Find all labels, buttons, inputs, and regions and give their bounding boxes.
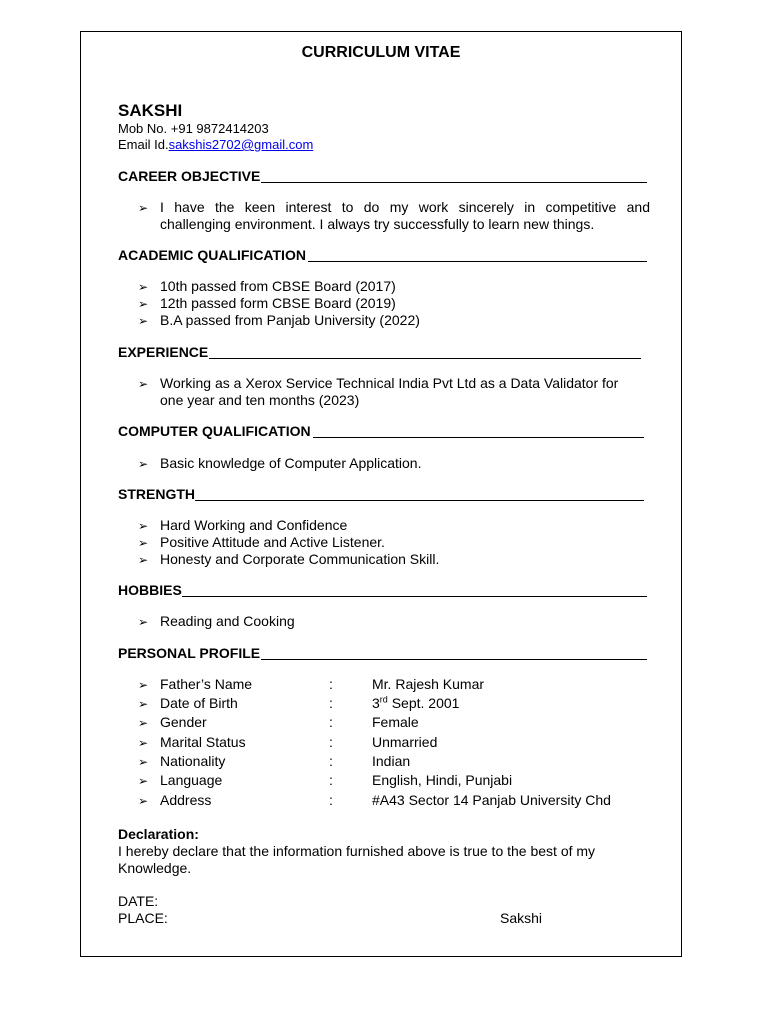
profile-label-fathers-name: Father’s Name [160,676,253,692]
profile-value-fathers-name: Mr. Rajesh Kumar [372,676,485,692]
heading-rule [209,358,641,359]
experience-line-2: one year and ten months (2023) [160,392,360,408]
experience-line-1: Working as a Xerox Service Technical India Pvt Ltd as a Data Validator for [160,375,619,391]
profile-colon: : [329,792,333,808]
heading-rule [195,500,644,501]
profile-value-gender: Female [372,714,419,730]
bullet-icon: ➢ [138,755,149,769]
bullet-icon: ➢ [138,280,149,294]
email-label: Email Id. [118,137,169,152]
heading-personal-profile: PERSONAL PROFILE [118,645,261,661]
bullet-icon: ➢ [138,774,149,788]
mobile-line [118,121,269,137]
signature-name: Sakshi [500,910,543,926]
email-link[interactable]: sakshis2702@gmail.com [168,137,314,152]
profile-label-marital-status: Marital Status [160,734,246,750]
dob-day: 3 [372,695,380,711]
profile-colon: : [329,753,333,769]
profile-label-language: Language [160,772,223,788]
heading-rule [182,596,647,597]
heading-computer-qualification: COMPUTER QUALIFICATION [118,423,311,439]
profile-value-marital-status: Unmarried [372,734,438,750]
bullet-icon: ➢ [138,457,149,471]
document-title: CURRICULUM VITAE [301,44,461,61]
heading-academic-qualification: ACADEMIC QUALIFICATION [118,247,306,263]
heading-experience: EXPERIENCE [118,344,209,360]
bullet-icon: ➢ [138,615,149,629]
profile-colon: : [329,772,333,788]
bullet-icon: ➢ [138,553,149,567]
place-label: PLACE: [118,910,168,926]
profile-colon: : [329,734,333,750]
dob-month-year: Sept. 2001 [391,695,460,711]
profile-label-gender: Gender [160,714,207,730]
list-item: 12th passed form CBSE Board (2019) [160,295,396,311]
date-label: DATE: [118,893,159,909]
bullet-icon: ➢ [138,519,149,533]
profile-colon: : [329,676,333,692]
email-line [118,137,313,153]
profile-colon: : [329,714,333,730]
profile-value-language: English, Hindi, Punjabi [372,772,513,788]
list-item: Honesty and Corporate Communication Skill. [160,551,440,567]
bullet-icon: ➢ [138,377,149,391]
heading-rule [261,659,647,660]
mobile-label: Mob No. [118,121,168,136]
bullet-icon: ➢ [138,794,149,808]
heading-rule [308,261,647,262]
bullet-icon: ➢ [138,201,149,215]
list-item: Hard Working and Confidence [160,517,348,533]
declaration-text: I hereby declare that the information furnished above is true to the best of my Knowledge. [118,843,596,876]
bullet-icon: ➢ [138,678,149,692]
profile-colon: : [329,695,333,711]
mobile-number: +91 9872414203 [170,121,269,136]
career-objective-line-1: I have the keen interest to do my work sincerely in competitive and [160,199,650,215]
list-item: 10th passed from CBSE Board (2017) [160,278,396,294]
declaration-heading: Declaration: [118,826,199,842]
bullet-icon: ➢ [138,314,149,328]
bullet-icon: ➢ [138,736,149,750]
heading-hobbies: HOBBIES [118,582,182,598]
bullet-icon: ➢ [138,716,149,730]
bullet-icon: ➢ [138,297,149,311]
list-item: Basic knowledge of Computer Application. [160,455,422,471]
bullet-icon: ➢ [138,697,149,711]
heading-career-objective: CAREER OBJECTIVE [118,168,261,184]
heading-rule [313,437,644,438]
list-item: Reading and Cooking [160,613,295,629]
profile-label-nationality: Nationality [160,753,226,769]
profile-value-nationality: Indian [372,753,411,769]
profile-value-date-of-birth [372,695,459,711]
heading-rule [261,182,647,183]
career-objective-line-2: challenging environment. I always try successfully to learn new things. [160,216,595,232]
heading-strength: STRENGTH [118,486,195,502]
profile-value-address: #A43 Sector 14 Panjab University Chd [372,792,611,808]
list-item: Positive Attitude and Active Listener. [160,534,385,550]
bullet-icon: ➢ [138,536,149,550]
profile-label-date-of-birth: Date of Birth [160,695,238,711]
dob-ordinal: rd [379,694,388,705]
profile-label-address: Address [160,792,212,808]
list-item: B.A passed from Panjab University (2022) [160,312,420,328]
candidate-name: SAKSHI [118,101,183,120]
